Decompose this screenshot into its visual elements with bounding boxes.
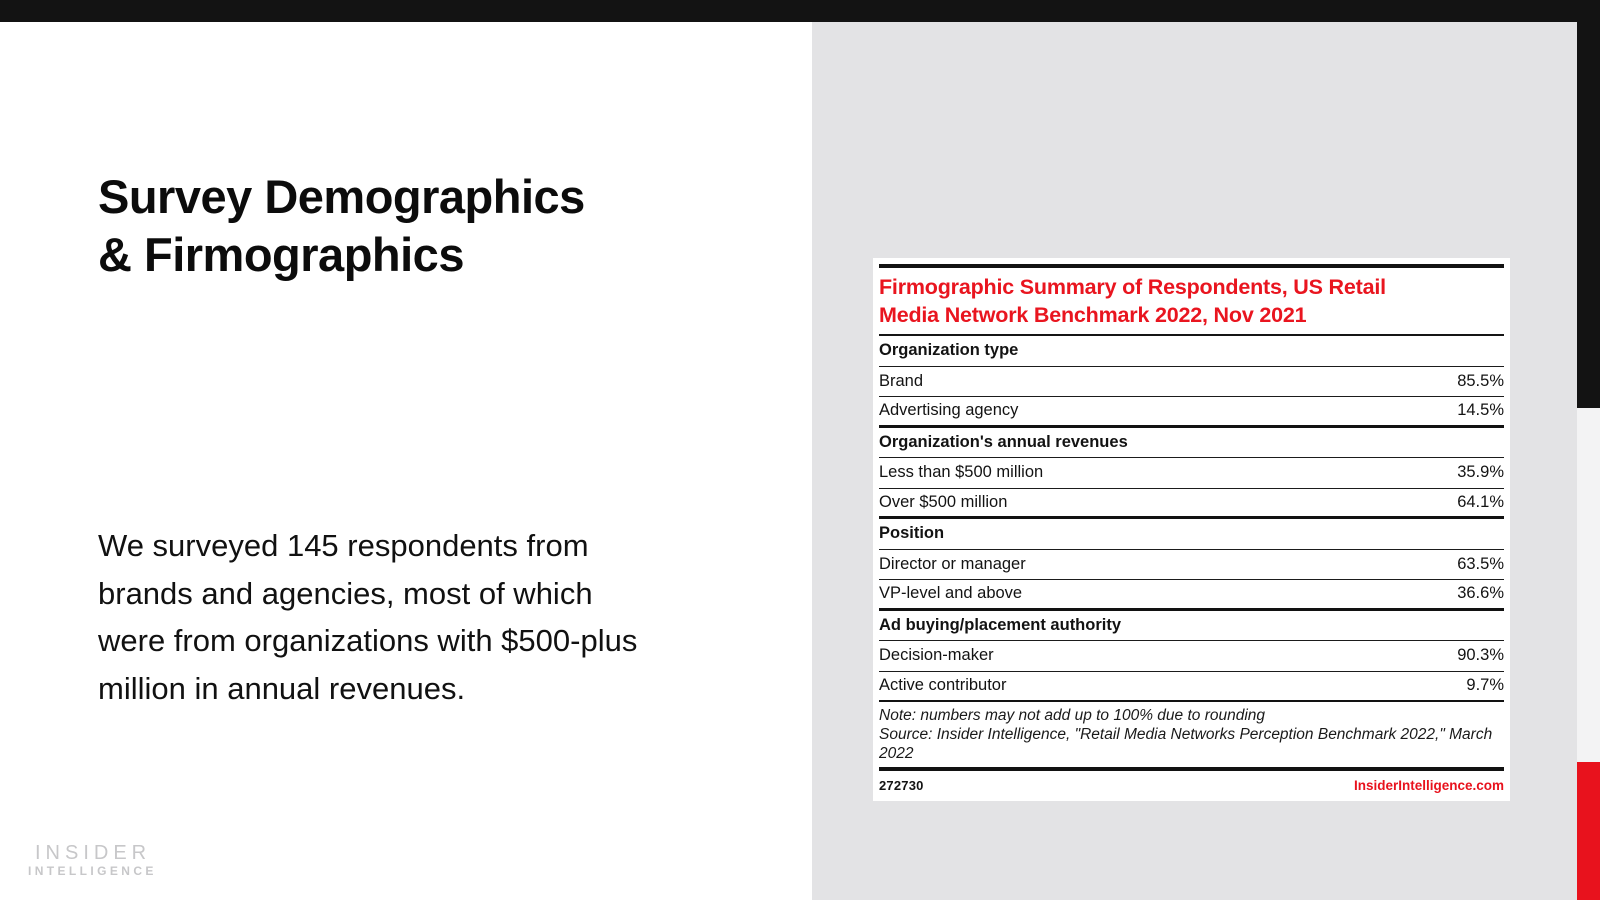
row-value: 90.3% [1457,646,1504,665]
row-label: Active contributor [879,676,1007,695]
row-value: 35.9% [1457,463,1504,482]
row-value: 64.1% [1457,492,1504,511]
row-label: VP-level and above [879,584,1023,603]
table-row [879,580,1504,611]
row-value: 85.5% [1457,371,1504,390]
card-title-line2: Media Network Benchmark 2022, Nov 2021 [879,303,1307,327]
firmographic-summary-card [873,258,1510,801]
row-label: Brand [879,371,924,390]
logo-wordmark-insider: INSIDER [35,842,152,864]
source-text-line1: Source: Insider Intelligence, "Retail Media Networks Perception Benchmark 2022," March [879,726,1493,743]
slide-body-line2: brands and agencies, most of which [98,575,593,611]
slide-title-line1: Survey Demographics [98,170,585,223]
table-row [879,458,1504,489]
slide-title [98,168,758,284]
logo-wordmark-intelligence: INTELLIGENCE [28,864,157,878]
table-row [879,489,1504,520]
edge-strip-light-gray [1577,408,1600,762]
row-value: 36.6% [1457,584,1504,603]
section-header-position [879,519,1504,550]
slide-body-line1: We surveyed 145 respondents from [98,528,589,563]
card-title-line1: Firmographic Summary of Respondents, US Retail [879,275,1386,299]
note-text: Note: numbers may not add up to 100% due to rounding [879,707,1266,724]
section-header-annual-revenues [879,428,1504,459]
row-label: Over $500 million [879,492,1008,511]
card-footer [879,776,1504,795]
card-bottom-rule [879,767,1504,771]
table-row [879,397,1504,428]
section-header-ad-buying-authority [879,611,1504,642]
row-label: Less than $500 million [879,463,1044,482]
top-black-bar [0,0,1600,22]
row-label: Advertising agency [879,401,1019,420]
source-text-line2: 2022 [879,745,914,762]
section-header-organization-type [879,336,1504,367]
row-value: 9.7% [1466,676,1504,695]
edge-strip-black [1577,0,1600,408]
card-notes [879,706,1504,763]
chart-id: 272730 [879,778,924,793]
section-header-label: Organization's annual revenues [879,432,1128,451]
edge-strip-red [1577,762,1600,900]
table-row [879,550,1504,581]
row-label: Decision-maker [879,646,994,665]
slide-title-line2: & Firmographics [98,228,464,281]
table-row [879,672,1504,703]
table-row [879,367,1504,398]
card-top-rule [879,264,1504,268]
slide-body-line4: million in annual revenues. [98,670,466,706]
table-row [879,641,1504,672]
row-label: Director or manager [879,554,1026,573]
section-header-label: Ad buying/placement authority [879,615,1122,634]
row-value: 14.5% [1457,401,1504,420]
insider-intelligence-link[interactable]: InsiderIntelligence.com [1353,778,1504,793]
section-header-label: Organization type [879,341,1019,360]
row-value: 63.5% [1457,554,1504,573]
insider-intelligence-logo [28,842,157,878]
slide-body-text [98,522,738,712]
card-title [879,273,1504,329]
section-header-label: Position [879,524,945,543]
slide-body-line3: were from organizations with $500-plus [98,623,638,658]
